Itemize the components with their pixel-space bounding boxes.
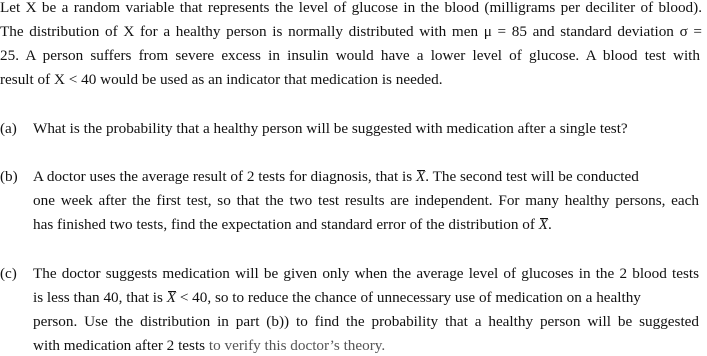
part-b-line-3: has finished two tests, find the expectation and standard error of the distribution of X. xyxy=(33,216,552,233)
intro-line-2: The distribution of X for a healthy person is normally distributed with men μ = 85 and standard deviation σ = xyxy=(0,23,702,40)
x-bar-symbol: X xyxy=(166,289,177,306)
part-a-label: (a) xyxy=(0,120,17,137)
part-c-line-1: The doctor suggests medication will be given only when the average level of glucoses in the 2 blood tests xyxy=(33,265,699,282)
x-bar-symbol: X xyxy=(538,216,548,233)
part-c-line-4: with medication after 2 tests to verify this doctor’s theory. xyxy=(33,337,386,354)
intro-line-4: result of X < 40 would be used as an indicator that medication is needed. xyxy=(0,71,443,88)
part-c-line-2: is less than 40, that is X < 40, so to reduce the chance of unnecessary use of medication on a healthy xyxy=(33,289,641,306)
part-b-label: (b) xyxy=(0,168,18,185)
part-c-line-3: person. Use the distribution in part (b)) to find the probability that a healthy person will be suggested xyxy=(33,313,699,330)
part-b-line-1-text: A doctor uses the average result of 2 tests for diagnosis, that is X. The second test will be conducted xyxy=(33,168,639,185)
part-b-line-1 xyxy=(33,169,699,184)
intro-line-3: 25. A person suffers from severe excess in insulin would have a lower level of glucose. A blood test with xyxy=(0,47,700,64)
intro-line-1: Let X be a random variable that represents the level of glucose in the blood (milligrams per deciliter of blood). xyxy=(0,0,702,16)
x-bar-symbol: X xyxy=(415,168,426,185)
part-c-label: (c) xyxy=(0,265,17,282)
part-a-question: What is the probability that a healthy person will be suggested with medication after a single test? xyxy=(33,120,628,137)
part-b-line-2: one week after the first test, so that the two test results are independent. For many healthy persons, each xyxy=(33,192,699,209)
